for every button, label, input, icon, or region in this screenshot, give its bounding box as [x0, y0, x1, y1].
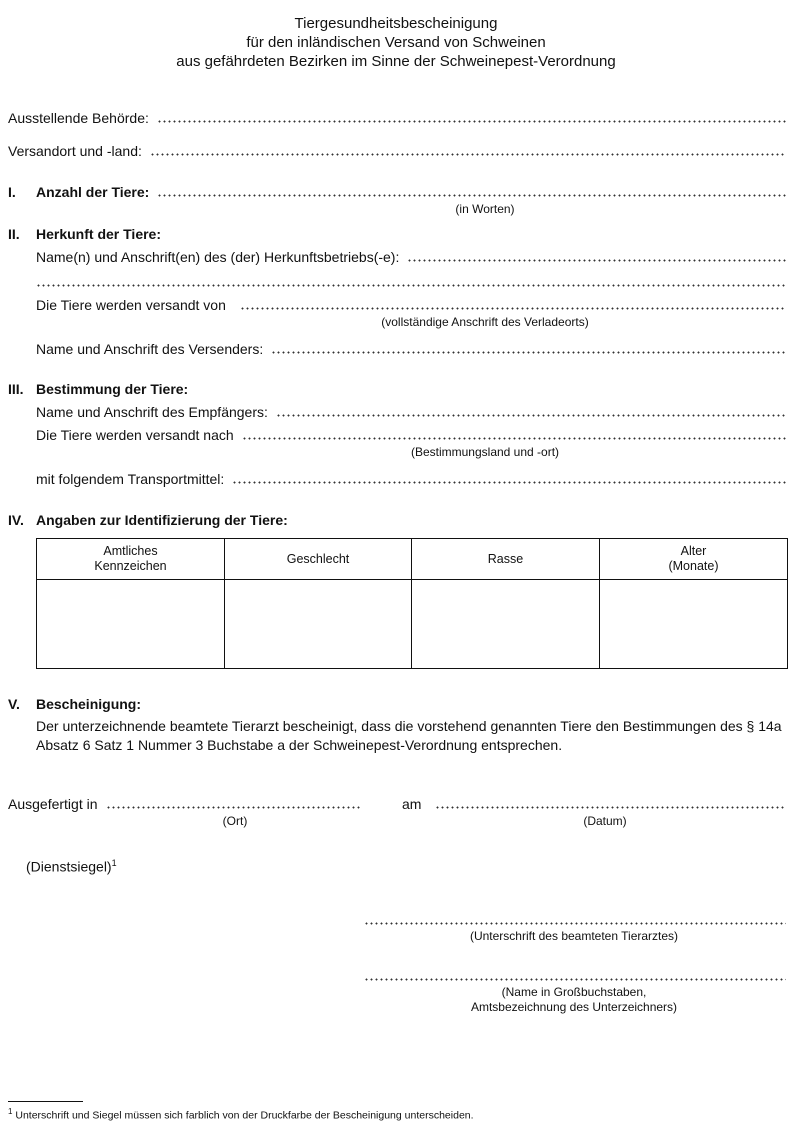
section-3-heading: Bestimmung der Tiere: — [36, 381, 189, 397]
issued-in-dotted-line[interactable] — [106, 806, 361, 809]
cell-breed[interactable] — [412, 580, 600, 669]
recipient-dotted-line[interactable] — [276, 414, 786, 417]
column-header-age: Alter (Monate) — [600, 539, 788, 580]
column-header-sex: Geschlecht — [225, 539, 412, 580]
origin-label: Name(n) und Anschrift(en) des (der) Herkunftsbetriebs(-e): — [36, 249, 400, 265]
column-header-breed: Rasse — [412, 539, 600, 580]
recipient-label: Name und Anschrift des Empfängers: — [36, 404, 268, 420]
footnote-mark: 1 — [8, 1107, 13, 1116]
sender-field[interactable] — [36, 341, 786, 357]
title-line-2: für den inländischen Versand von Schweinen — [246, 34, 546, 51]
signature-field[interactable] — [364, 912, 786, 928]
sent-from-label: Die Tiere werden versandt von — [36, 297, 226, 313]
transport-field[interactable] — [36, 471, 786, 487]
animal-count-dotted-line[interactable] — [157, 194, 786, 197]
place-caption: (Ort) — [222, 814, 248, 828]
sent-from-dotted-line[interactable] — [240, 307, 786, 310]
sender-label: Name und Anschrift des Versenders: — [36, 341, 264, 357]
section-4-numeral: IV. — [8, 512, 24, 528]
authority-field[interactable] — [8, 110, 786, 126]
origin-dotted-line[interactable] — [407, 259, 786, 262]
section-1-heading: Anzahl der Tiere: — [36, 184, 150, 200]
cell-age[interactable] — [600, 580, 788, 669]
cell-official-mark[interactable] — [37, 580, 225, 669]
authority-label: Ausstellende Behörde: — [8, 110, 149, 126]
transport-label: mit folgendem Transportmittel: — [36, 471, 225, 487]
animal-count-caption: (in Worten) — [455, 202, 515, 216]
on-label: am — [402, 796, 422, 812]
footnote — [8, 1107, 474, 1122]
issued-in-label: Ausgefertigt in — [8, 796, 98, 812]
section-5-numeral: V. — [8, 696, 20, 712]
section-2-numeral: II. — [8, 226, 20, 242]
sent-to-label: Die Tiere werden versandt nach — [36, 427, 234, 443]
sent-from-caption: (vollständige Anschrift des Verladeorts) — [381, 315, 589, 329]
identification-table-entry-row — [37, 580, 788, 669]
date-caption: (Datum) — [583, 814, 627, 828]
origin-field[interactable] — [36, 249, 786, 265]
certification-text: Der unterzeichnende beamtete Tierarzt bescheinigt, dass die vorstehend genannten Tiere den Bestimmungen des § 14a Absatz 6 Satz 1 Nummer 3 Buchstabe a der Schweinepest-Verordnung entsprechen. — [36, 718, 782, 753]
origin-continuation-dotted-line[interactable] — [36, 284, 786, 287]
origin-continuation-field[interactable] — [36, 274, 786, 290]
name-field[interactable] — [364, 968, 786, 984]
title-line-3: aus gefährdeten Bezirken im Sinne der Schweinepest-Verordnung — [176, 53, 616, 70]
signature-dotted-line[interactable] — [364, 922, 786, 925]
identification-table-header-row — [37, 539, 788, 580]
official-seal-label: (Dienstsiegel)$^1$ — [26, 858, 117, 875]
authority-dotted-line[interactable] — [157, 120, 786, 123]
sent-to-field[interactable] — [36, 427, 786, 443]
dispatch-place-label: Versandort und -land: — [8, 143, 142, 159]
identification-table — [36, 538, 788, 669]
recipient-field[interactable] — [36, 404, 786, 420]
document-title — [0, 14, 792, 71]
seal-footnote-mark: 1 — [111, 858, 117, 868]
section-5-heading: Bescheinigung: — [36, 696, 142, 712]
dispatch-place-dotted-line[interactable] — [150, 153, 786, 156]
issued-in-field[interactable] — [8, 796, 360, 812]
signature-caption: (Unterschrift des beamteten Tierarztes) — [469, 929, 679, 943]
name-caption: (Name in Großbuchstaben, Amtsbezeichnung des Unterzeichners) — [470, 985, 678, 1014]
footnote-text: Unterschrift und Siegel müssen sich farblich von der Druckfarbe der Bescheinigung unterscheiden. — [15, 1109, 474, 1122]
section-3-numeral: III. — [8, 381, 24, 397]
section-1-numeral: I. — [8, 184, 16, 200]
animal-count-field[interactable] — [36, 184, 786, 200]
transport-dotted-line[interactable] — [232, 481, 786, 484]
date-dotted-line[interactable] — [435, 806, 786, 809]
column-header-official-mark: Amtliches Kennzeichen — [37, 539, 225, 580]
footnote-divider — [8, 1101, 83, 1102]
section-2-heading: Herkunft der Tiere: — [36, 226, 161, 242]
title-line-1: Tiergesundheitsbescheinigung — [294, 15, 498, 32]
section-4-heading: Angaben zur Identifizierung der Tiere: — [36, 512, 288, 528]
name-dotted-line[interactable] — [364, 978, 786, 981]
sender-dotted-line[interactable] — [271, 351, 786, 354]
dispatch-place-field[interactable] — [8, 143, 786, 159]
sent-to-dotted-line[interactable] — [242, 437, 786, 440]
cell-sex[interactable] — [225, 580, 412, 669]
sent-from-field[interactable] — [36, 297, 786, 313]
sent-to-caption: (Bestimmungsland und -ort) — [410, 445, 560, 459]
date-field[interactable] — [402, 796, 786, 812]
